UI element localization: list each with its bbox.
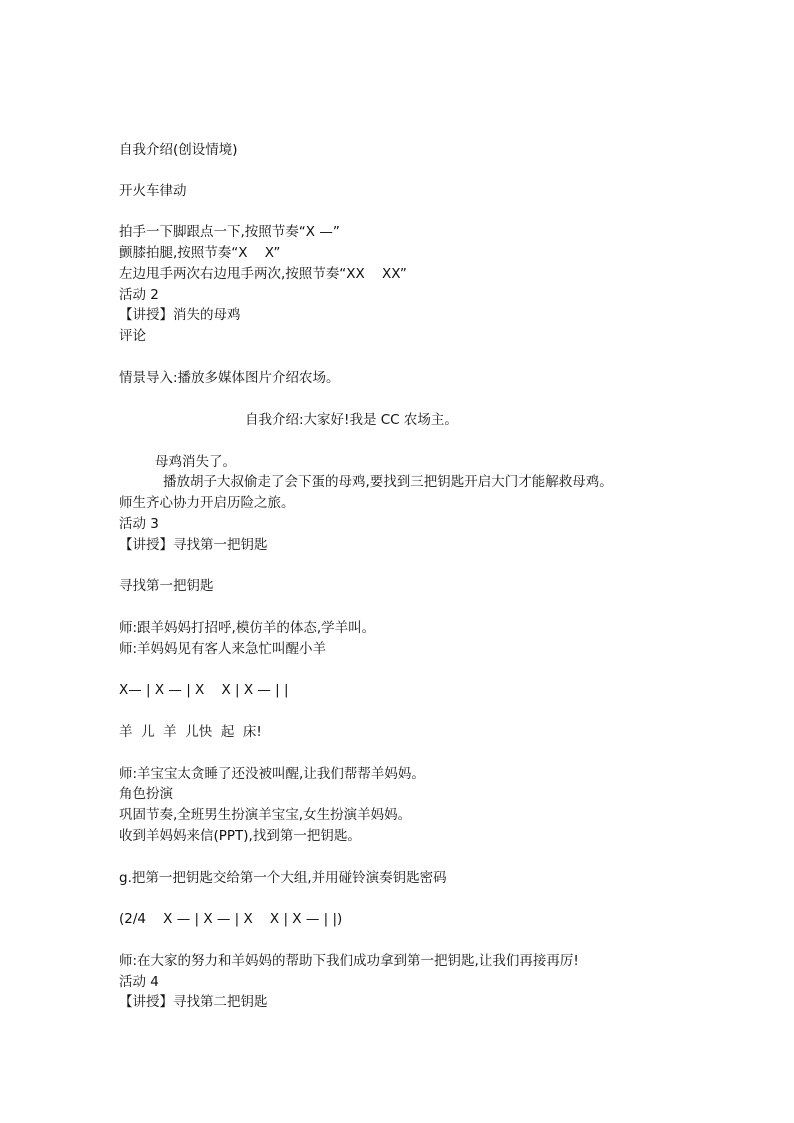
section-heading: 【讲授】寻找第二把钥匙 xyxy=(119,994,268,1010)
text-line: 寻找第一把钥匙 xyxy=(119,578,214,594)
text-line: 自我介绍:大家好!我是 CC 农场主。 xyxy=(245,412,458,428)
text-line: 自我介绍(创设情境) xyxy=(119,142,238,158)
rhythm-notation: (2/4 X — | X — | X X | X — | |) xyxy=(119,911,343,927)
text-line: 师:羊妈妈见有客人来急忙叫醒小羊 xyxy=(119,641,327,657)
text-line: 开火车律动 xyxy=(119,183,187,199)
text-line: 师生齐心协力开启历险之旅。 xyxy=(119,495,295,511)
activity-heading: 活动 3 xyxy=(119,516,159,532)
text-line: 评论 xyxy=(119,328,146,344)
text-line: 左边甩手两次右边甩手两次,按照节奏“XX XX” xyxy=(119,266,407,282)
section-heading: 【讲授】寻找第一把钥匙 xyxy=(119,537,268,553)
lyrics-line: 羊 儿 羊 儿快 起 床! xyxy=(119,724,262,740)
text-line: 师:跟羊妈妈打招呼,模仿羊的体态,学羊叫。 xyxy=(119,620,376,636)
text-line: 收到羊妈妈来信(PPT),找到第一把钥匙。 xyxy=(119,828,361,844)
section-heading: 【讲授】消失的母鸡 xyxy=(119,307,241,323)
text-line: 师:在大家的努力和羊妈妈的帮助下我们成功拿到第一把钥匙,让我们再接再厉! xyxy=(119,953,579,969)
text-line: 角色扮演 xyxy=(119,786,173,802)
activity-heading: 活动 2 xyxy=(119,287,159,303)
text-line: 巩固节奏,全班男生扮演羊宝宝,女生扮演羊妈妈。 xyxy=(119,807,412,823)
text-line: g.把第一把钥匙交给第一个大组,并用碰铃演奏钥匙密码 xyxy=(119,870,447,886)
text-line: 拍手一下脚跟点一下,按照节奏“X —” xyxy=(119,224,340,240)
rhythm-notation: X— | X — | X X | X — | | xyxy=(119,682,289,698)
text-line: 师:羊宝宝太贪睡了还没被叫醒,让我们帮帮羊妈妈。 xyxy=(119,766,425,782)
text-line: 情景导入:播放多媒体图片介绍农场。 xyxy=(119,370,340,386)
text-line: 播放胡子大叔偷走了会下蛋的母鸡,要找到三把钥匙开启大门才能解救母鸡。 xyxy=(163,474,613,490)
text-line: 母鸡消失了。 xyxy=(155,454,236,470)
activity-heading: 活动 4 xyxy=(119,974,159,990)
text-line: 颤膝拍腿,按照节奏“X X” xyxy=(119,245,281,261)
